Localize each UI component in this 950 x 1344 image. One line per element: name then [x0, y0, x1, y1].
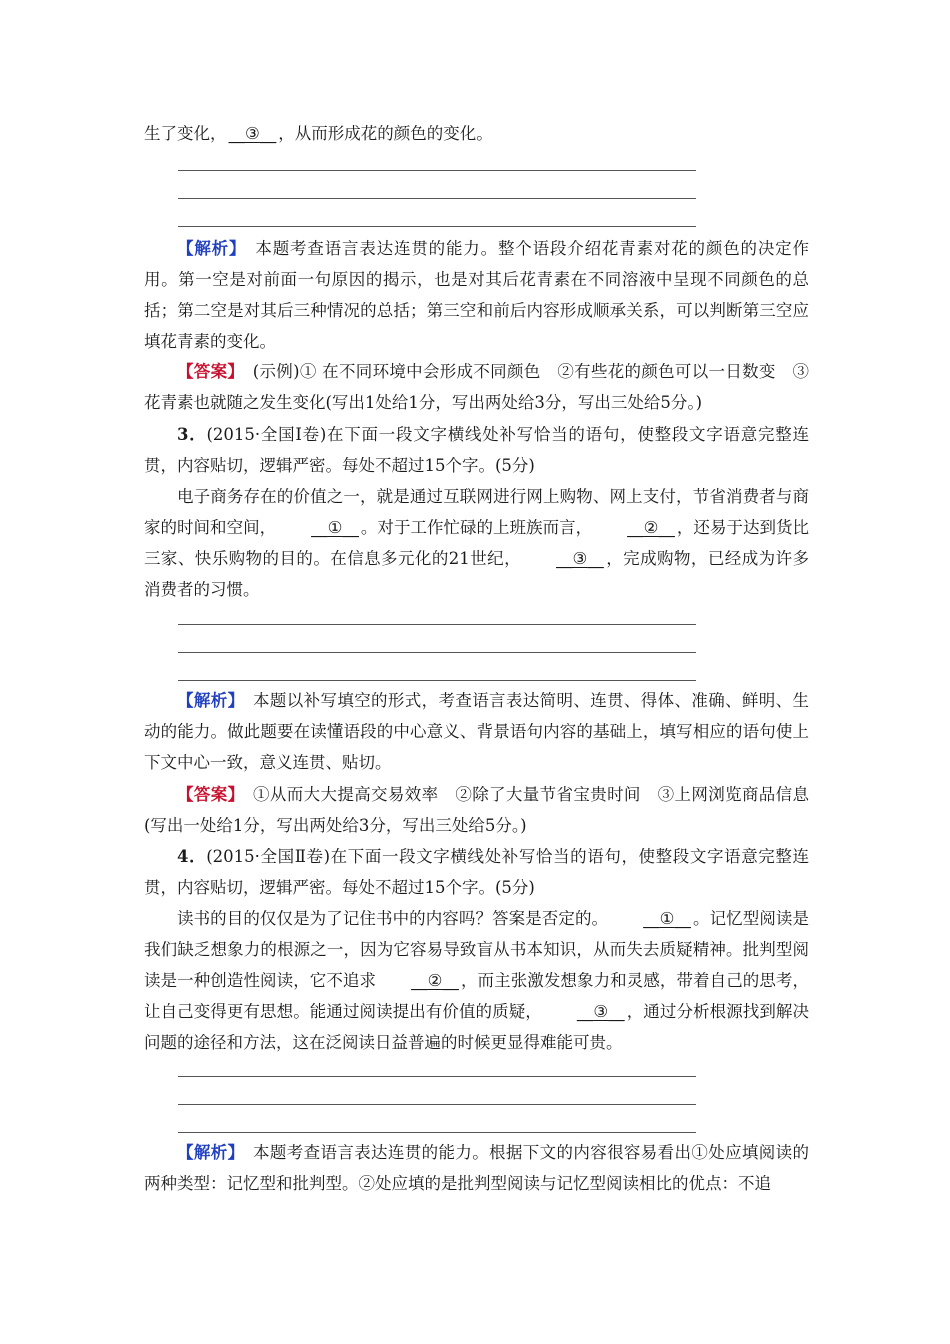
analysis-text: 本题考查语言表达连贯的能力。根据下文的内容很容易看出①处应填阅读的两种类型：记忆型和批判型。②处应填的是批判型阅读与记忆型阅读相比的优点：不追	[144, 1143, 810, 1193]
q3-passage: 电子商务存在的价值之一，就是通过互联网进行网上购物、网上支付，节省消费者与商家的时间和空间， __①__ 。对于工作忙碌的上班族而言， __②__ ，还易于达到货比三家、快乐购物的目的。在信息多元化的21世纪， __③__ ，完成购物，已经成为许多消费者的习惯。	[144, 487, 810, 599]
answer-tag: 【答案】	[177, 362, 236, 381]
q4-blank-2: __②__	[411, 971, 459, 990]
answer-line	[178, 652, 696, 653]
analysis-tag: 【解析】	[177, 1143, 237, 1162]
q2-text-a: 生了变化，	[144, 124, 227, 143]
answer-line	[178, 680, 696, 681]
q3-answer	[144, 779, 809, 841]
analysis-tag: 【解析】	[177, 691, 237, 710]
answer-tag: 【答案】	[177, 785, 237, 804]
q4-stem	[144, 841, 809, 903]
q4-analysis	[144, 1137, 809, 1199]
analysis-text: 本题考查语言表达连贯的能力。整个语段介绍花青素对花的颜色的决定作用。第一空是对前面一句原因的揭示，也是对其后花青素在不同溶液中呈现不同颜色的总括；第二空是对其后三种情况的总括；第三空和前后内容形成顺承关系，可以判断第三空应填花青素的变化。	[144, 239, 810, 351]
answer-line	[178, 624, 696, 625]
q2-answer	[144, 356, 809, 418]
q4-blank-3: __③__	[576, 1002, 625, 1021]
q2-passage-end	[144, 118, 809, 149]
q2-text-b: ，从而形成花的颜色的变化。	[278, 124, 493, 143]
q3-blank-3: __③__	[556, 549, 604, 568]
q3-blank-1: __①__	[311, 518, 359, 537]
q4-passage: 读书的目的仅仅是为了记住书中的内容吗？答案是否定的。 __①__ 。记忆型阅读是我们缺乏想象力的根源之一，因为它容易导致盲从书本知识，从而失去质疑精神。批判型阅读是一种创造性阅读，它不追求 __②__ ，而主张激发想象力和灵感，带着自己的思考，让自己变得更有思想。能通过阅读提出有价值的质疑， __③__ ，通过分析根源找到解决问题的途径和方法，这在泛阅读日益普遍的时候更显得难能可贵。	[144, 903, 809, 1058]
analysis-tag: 【解析】	[177, 239, 239, 258]
answer-line	[178, 1132, 696, 1133]
answer-text: ①从而大大提高交易效率 ②除了大量节省宝贵时间 ③上网浏览商品信息(写出一处给1分，写出两处给3分，写出三处给5分。)	[144, 785, 810, 835]
answer-line	[178, 226, 696, 227]
question-number: 3．	[177, 425, 207, 444]
q3-stem	[144, 419, 809, 481]
analysis-text: 本题以补写填空的形式，考查语言表达简明、连贯、得体、准确、鲜明、生动的能力。做此题要在读懂语段的中心意义、背景语句内容的基础上，填写相应的语句使上下文中心一致，意义连贯、贴切。	[144, 691, 810, 772]
answer-line	[178, 1076, 696, 1077]
question-stem: (2015·全国Ⅰ卷)在下面一段文字横线处补写恰当的语句，使整段文字语意完整连贯，内容贴切，逻辑严密。每处不超过15个字。(5分)	[144, 425, 809, 475]
q2-analysis	[144, 233, 809, 357]
answer-text: (示例)① 在不同环境中会形成不同颜色 ②有些花的颜色可以一日数变 ③花青素也就随之发生变化(写出1处给1分，写出两处给3分，写出三处给5分。)	[144, 362, 810, 412]
question-stem: (2015·全国Ⅱ卷)在下面一段文字横线处补写恰当的语句，使整段文字语意完整连贯，内容贴切，逻辑严密。每处不超过15个字。(5分)	[144, 847, 810, 897]
q4-blank-1: __①__	[643, 909, 691, 928]
q3-blank-2: __②__	[627, 518, 675, 537]
answer-line	[178, 1104, 696, 1105]
q3-analysis	[144, 685, 809, 778]
question-number: 4．	[177, 847, 207, 866]
q2-blank-3: __③__	[228, 124, 277, 143]
answer-line	[178, 198, 696, 199]
answer-line	[178, 170, 696, 171]
